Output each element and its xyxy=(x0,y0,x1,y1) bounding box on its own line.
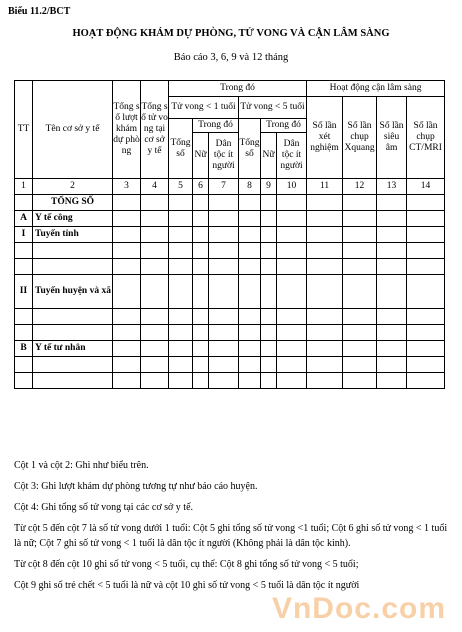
row-a-label: Y tế công xyxy=(33,211,113,227)
group-lab-header: Hoạt động cận lâm sàng xyxy=(307,81,445,97)
watermark-logo: VnDoc.com xyxy=(271,592,446,625)
col-number: 4 xyxy=(141,179,169,195)
col-total-1-header: Tổng số xyxy=(169,119,193,179)
row-i-code: I xyxy=(15,227,33,243)
table-row xyxy=(15,259,445,275)
col-prev-visits-header: Tổng số lượt khám dự phòng xyxy=(113,81,141,179)
col-ethnic-1-header: Dân tộc ít người xyxy=(209,133,239,179)
table-row xyxy=(15,373,445,389)
col-deaths-total-header: Tổng số tử vong tại cơ sở y tế xyxy=(141,81,169,179)
col-tt-header: TT xyxy=(15,81,33,179)
row-ii xyxy=(15,275,445,309)
col-number: 3 xyxy=(113,179,141,195)
row-i-label: Tuyến tỉnh xyxy=(33,227,113,243)
group-of-which-header: Trong đó xyxy=(169,81,307,97)
table-row xyxy=(15,357,445,373)
row-b-label: Y tế tư nhân xyxy=(33,341,113,357)
col-number: 13 xyxy=(377,179,407,195)
sub-of-which-1-header: Trong đó xyxy=(193,119,239,133)
report-title: HOẠT ĐỘNG KHÁM DỰ PHÒNG, TỬ VONG VÀ CẬN LÂM SÀNG xyxy=(72,28,390,39)
note-paragraph: Cột 3: Ghi lượt khám dự phòng tương tự như báo cáo huyện. xyxy=(14,481,258,492)
report-subtitle: Báo cáo 3, 6, 9 và 12 tháng xyxy=(173,52,289,63)
note-paragraph: Cột 4: Ghi tổng số tử vong tại các cơ sở y tế. xyxy=(14,502,194,513)
row-total-label: TỔNG SỐ xyxy=(33,195,113,211)
col-female-1-header: Nữ xyxy=(193,133,209,179)
row-total xyxy=(15,195,445,211)
col-number: 2 xyxy=(33,179,113,195)
col-female-2-header: Nữ xyxy=(261,133,277,179)
note-paragraph: Từ cột 5 đến cột 7 là số tử vong dưới 1 tuổi: Cột 5 ghi tổng số tử vong <1 tuổi; Cột 6 ghi số tử vong < 1 tuổi là nữ; Cột 7 ghi số tử vong < 1 tuổi là dân tộc ít người (Không phải là dân tộc kinh). xyxy=(14,523,448,549)
column-number-row xyxy=(15,179,445,195)
row-ii-label: Tuyến huyện và xã xyxy=(33,275,113,309)
note-paragraph: Từ cột 8 đến cột 10 ghi số tử vong < 5 tuổi, cụ thể: Cột 8 ghi tổng số tử vong < 5 tuổi; xyxy=(14,559,359,570)
col-number: 6 xyxy=(193,179,209,195)
table-row xyxy=(15,309,445,325)
note-paragraph: Cột 1 và cột 2: Ghi như biểu trên. xyxy=(14,460,149,471)
notes-section xyxy=(14,458,448,599)
col-number: 5 xyxy=(169,179,193,195)
col-number: 7 xyxy=(209,179,239,195)
col-number: 1 xyxy=(15,179,33,195)
col-number: 12 xyxy=(343,179,377,195)
col-ethnic-2-header: Dân tộc ít người xyxy=(277,133,307,179)
col-number: 8 xyxy=(239,179,261,195)
form-code: Biểu 11.2/BCT xyxy=(8,6,71,17)
table-row xyxy=(15,243,445,259)
col-ultrasound-header: Số lần siêu âm xyxy=(377,97,407,179)
col-number: 11 xyxy=(307,179,343,195)
header-row-1 xyxy=(15,81,445,97)
col-total-2-header: Tổng số xyxy=(239,119,261,179)
col-number: 14 xyxy=(407,179,445,195)
col-number: 9 xyxy=(261,179,277,195)
row-b xyxy=(15,341,445,357)
col-number: 10 xyxy=(277,179,307,195)
row-i xyxy=(15,227,445,243)
row-b-code: B xyxy=(15,341,33,357)
table-row xyxy=(15,325,445,341)
group-under5-header: Tử vong < 5 tuổi xyxy=(239,97,307,119)
report-table xyxy=(14,80,445,389)
col-facility-header: Tên cơ sở y tế xyxy=(33,81,113,179)
row-a-code: A xyxy=(15,211,33,227)
note-paragraph: Cột 9 ghi số trẻ chết < 5 tuổi là nữ và cột 10 ghi số tử vong < 5 tuổi là dân tộc ít người xyxy=(14,580,360,591)
sub-of-which-2-header: Trong đó xyxy=(261,119,307,133)
row-ii-code: II xyxy=(15,275,33,309)
col-tests-header: Số lần xét nghiệm xyxy=(307,97,343,179)
col-ctmri-header: Số lần chụp CT/MRI xyxy=(407,97,445,179)
group-under1-header: Tử vong < 1 tuổi xyxy=(169,97,239,119)
col-xray-header: Số lần chụp Xquang xyxy=(343,97,377,179)
row-a xyxy=(15,211,445,227)
